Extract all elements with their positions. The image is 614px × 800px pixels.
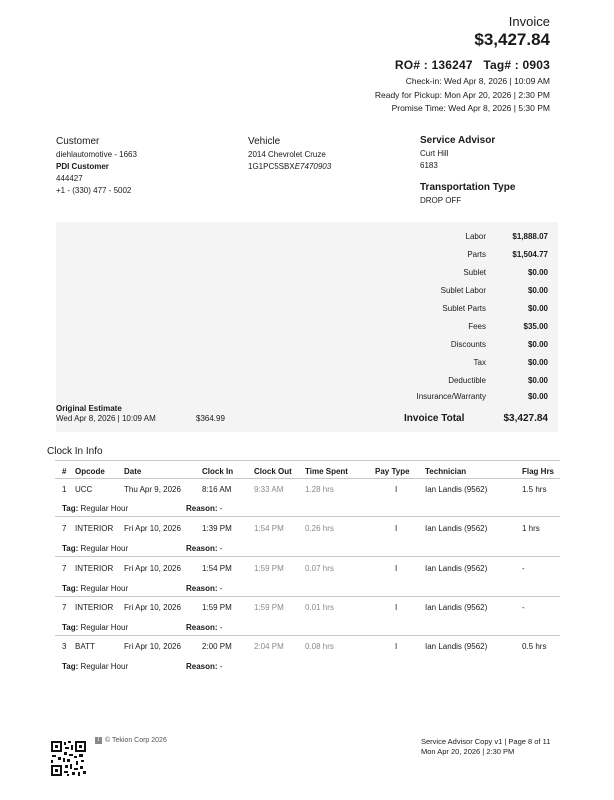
summary-label: Fees: [468, 322, 486, 331]
summary-label: Sublet Labor: [440, 286, 486, 295]
row-date: Fri Apr 10, 2026: [124, 524, 181, 533]
table-row: [0, 642, 614, 680]
row-reason: [186, 504, 222, 513]
row-technician: Ian Landis (9562): [425, 564, 488, 573]
row-number: 7: [62, 603, 67, 612]
vehicle-model: 2014 Chevrolet Cruze: [248, 150, 326, 159]
row-clock-out: 1:59 PM: [254, 603, 284, 612]
summary-value: $1,504.77: [512, 250, 548, 259]
row-number: 7: [62, 524, 67, 533]
row-time-spent: 0.07 hrs: [305, 564, 334, 573]
row-opcode: INTERIOR: [75, 564, 114, 573]
reason-label: Reason:: [186, 662, 218, 671]
summary-label: Discounts: [450, 340, 486, 349]
row-tag: [62, 623, 128, 632]
reason-value: -: [219, 584, 223, 593]
row-pay-type: I: [395, 603, 398, 612]
ready-for-pickup-time: Ready for Pickup: Mon Apr 20, 2026 | 2:30 PM: [374, 90, 550, 100]
invoice-total-label: Invoice Total: [404, 413, 465, 424]
row-clock-out: 1:59 PM: [254, 564, 284, 573]
col-pay-type: Pay Type: [375, 467, 410, 476]
row-clock-in: 8:16 AM: [202, 485, 232, 494]
row-number: 3: [62, 642, 67, 651]
tag-label: Tag:: [62, 504, 79, 513]
summary-value: $1,888.07: [512, 232, 548, 241]
row-clock-out: 9:33 AM: [254, 485, 284, 494]
advisor-code: 6183: [420, 161, 438, 170]
customer-heading: Customer: [56, 136, 100, 147]
print-timestamp: Mon Apr 20, 2026 | 2:30 PM: [421, 747, 515, 756]
col-clock-out: Clock Out: [254, 467, 292, 476]
summary-value: $0.00: [527, 376, 548, 385]
row-opcode: INTERIOR: [75, 603, 114, 612]
row-tag: [62, 662, 128, 671]
transport-heading: Transportation Type: [420, 182, 516, 193]
row-technician: Ian Landis (9562): [425, 485, 488, 494]
col-time-spent: Time Spent: [305, 467, 348, 476]
summary-row-parts: [368, 250, 548, 268]
row-tag: [62, 504, 128, 513]
tag-value: Regular Hour: [80, 584, 129, 593]
row-pay-type: I: [395, 564, 398, 573]
estimate-date: Wed Apr 8, 2026 | 10:09 AM: [56, 414, 156, 423]
row-opcode: BATT: [75, 642, 95, 651]
ro-number: RO# : 136247: [394, 58, 473, 72]
vin-prefix: 1G1PC5SBX: [248, 162, 295, 171]
summary-label: Sublet: [463, 268, 486, 277]
row-divider: [55, 556, 560, 557]
row-divider: [55, 596, 560, 597]
vehicle-vin: [248, 161, 331, 173]
invoice-total-value: $3,427.84: [503, 413, 548, 424]
reason-value: -: [219, 544, 223, 553]
customer-type: PDI Customer: [56, 162, 109, 171]
charges-summary: [368, 232, 548, 432]
summary-label: Insurance/Warranty: [416, 392, 486, 401]
row-clock-out: 2:04 PM: [254, 642, 284, 651]
advisor-block: [420, 135, 515, 207]
tekion-logo-icon: T: [96, 737, 101, 743]
tag-number: Tag# : 0903: [483, 58, 550, 72]
tag-value: Regular Hour: [80, 504, 129, 513]
row-flag-hrs: -: [522, 603, 525, 612]
row-flag-hrs: -: [522, 564, 525, 573]
summary-row-fees: [368, 322, 548, 340]
summary-label: Sublet Parts: [442, 304, 486, 313]
summary-value: $35.00: [523, 322, 548, 331]
tag-label: Tag:: [62, 623, 79, 632]
row-divider: [55, 516, 560, 517]
row-reason: [186, 623, 222, 632]
row-divider: [55, 635, 560, 636]
customer-phone: +1 - (330) 477 - 5002: [56, 186, 132, 195]
summary-row-sublet-labor: [368, 286, 548, 304]
reason-label: Reason:: [186, 544, 218, 553]
row-clock-in: 1:59 PM: [202, 603, 232, 612]
row-date: Fri Apr 10, 2026: [124, 603, 181, 612]
estimate-amount: $364.99: [196, 414, 225, 423]
summary-label: Tax: [473, 358, 486, 367]
row-flag-hrs: 1.5 hrs: [522, 485, 547, 494]
row-technician: Ian Landis (9562): [425, 642, 488, 651]
row-time-spent: 0.01 hrs: [305, 603, 334, 612]
tag-value: Regular Hour: [80, 544, 129, 553]
customer-id: 444427: [56, 174, 83, 183]
row-reason: [186, 662, 222, 671]
row-reason: [186, 544, 222, 553]
summary-value: $0.00: [527, 392, 548, 401]
row-tag: [62, 584, 128, 593]
check-in-time: Check-in: Wed Apr 8, 2026 | 10:09 AM: [405, 76, 550, 86]
vehicle-heading: Vehicle: [248, 136, 281, 147]
summary-row-tax: [368, 358, 548, 376]
row-date: Fri Apr 10, 2026: [124, 642, 181, 651]
reason-label: Reason:: [186, 504, 218, 513]
reason-label: Reason:: [186, 584, 218, 593]
summary-value: $0.00: [527, 304, 548, 313]
estimate-label: Original Estimate: [56, 404, 122, 413]
row-opcode: UCC: [75, 485, 93, 494]
tag-label: Tag:: [62, 584, 79, 593]
row-time-spent: 0.26 hrs: [305, 524, 334, 533]
tag-value: Regular Hour: [80, 623, 129, 632]
clock-in-title: Clock In Info: [47, 446, 103, 457]
col-date: Date: [124, 467, 142, 476]
customer-name: diehlautomotive - 1663: [56, 150, 137, 159]
tag-value: Regular Hour: [80, 662, 129, 671]
ro-tag-line: [395, 58, 550, 72]
row-clock-in: 2:00 PM: [202, 642, 232, 651]
summary-value: $0.00: [527, 268, 548, 277]
vin-suffix: E7470903: [294, 162, 332, 171]
promise-time: Promise Time: Wed Apr 8, 2026 | 5:30 PM: [391, 103, 550, 113]
row-reason: [186, 584, 222, 593]
summary-row-sublet: [368, 268, 548, 286]
qr-code-icon: [50, 740, 87, 777]
row-flag-hrs: 1 hrs: [522, 524, 540, 533]
tag-label: Tag:: [62, 662, 79, 671]
row-pay-type: I: [395, 485, 398, 494]
reason-value: -: [219, 662, 223, 671]
section-divider: [55, 460, 560, 461]
col-technician: Technician: [425, 467, 467, 476]
customer-block: [56, 136, 137, 197]
summary-label: Deductible: [448, 376, 486, 385]
summary-row-labor: [368, 232, 548, 250]
header-divider: [55, 478, 560, 479]
document-title: Invoice: [508, 14, 550, 29]
footer-brand: [95, 737, 167, 744]
row-tag: [62, 544, 128, 553]
col-clock-in: Clock In: [202, 467, 234, 476]
col-flag-hrs: Flag Hrs: [522, 467, 555, 476]
row-pay-type: I: [395, 524, 398, 533]
vehicle-block: [248, 136, 331, 173]
row-technician: Ian Landis (9562): [425, 524, 488, 533]
row-clock-in: 1:54 PM: [202, 564, 232, 573]
col-number: #: [62, 467, 67, 476]
row-clock-in: 1:39 PM: [202, 524, 232, 533]
summary-value: $0.00: [527, 340, 548, 349]
row-opcode: INTERIOR: [75, 524, 114, 533]
header-total: $3,427.84: [474, 30, 550, 49]
tag-label: Tag:: [62, 544, 79, 553]
summary-label: Parts: [467, 250, 486, 259]
summary-row-sublet-parts: [368, 304, 548, 322]
row-number: 1: [62, 485, 67, 494]
reason-value: -: [219, 623, 223, 632]
row-number: 7: [62, 564, 67, 573]
advisor-heading: Service Advisor: [420, 135, 496, 146]
summary-value: $0.00: [527, 358, 548, 367]
summary-value: $0.00: [527, 286, 548, 295]
row-date: Thu Apr 9, 2026: [124, 485, 181, 494]
table-row: [0, 485, 614, 523]
summary-row-insurance: [368, 392, 548, 410]
reason-value: -: [219, 504, 223, 513]
copy-page-info: Service Advisor Copy v1 | Page 8 of 11: [421, 737, 551, 746]
row-pay-type: I: [395, 642, 398, 651]
transport-value: DROP OFF: [420, 196, 462, 205]
row-time-spent: 1.28 hrs: [305, 485, 334, 494]
advisor-name: Curt Hill: [420, 149, 449, 158]
row-flag-hrs: 0.5 hrs: [522, 642, 547, 651]
row-date: Fri Apr 10, 2026: [124, 564, 181, 573]
copyright-text: © Tekion Corp 2026: [105, 737, 167, 744]
footer-page-info: [421, 737, 550, 757]
row-clock-out: 1:54 PM: [254, 524, 284, 533]
summary-row-discounts: [368, 340, 548, 358]
reason-label: Reason:: [186, 623, 218, 632]
row-technician: Ian Landis (9562): [425, 603, 488, 612]
col-opcode: Opcode: [75, 467, 105, 476]
summary-label: Labor: [465, 232, 486, 241]
row-time-spent: 0.08 hrs: [305, 642, 334, 651]
